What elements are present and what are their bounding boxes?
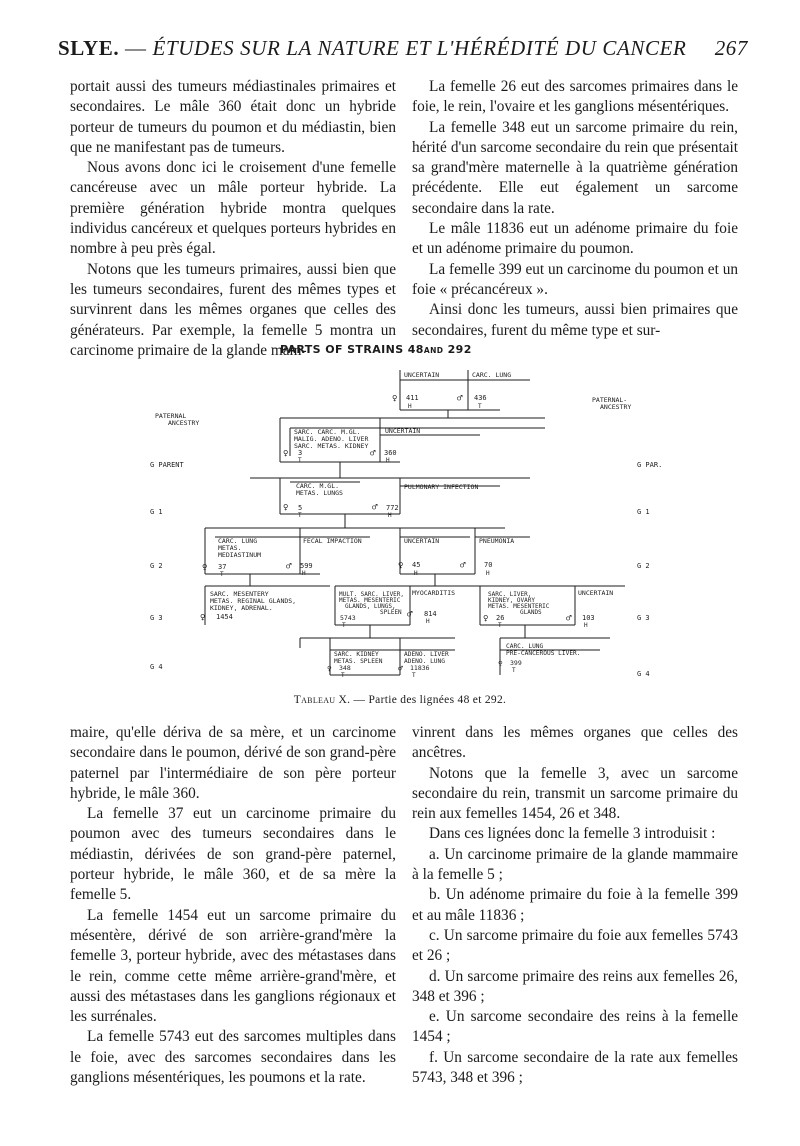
node-label: ADENO. LIVER bbox=[404, 651, 449, 658]
node-label: GLANDS bbox=[520, 609, 542, 616]
paternal-ancestry-right-1: PATERNAL- bbox=[592, 396, 628, 404]
paragraph: Le mâle 11836 eut un adénome primaire du foie et un adénome primaire du poumon. bbox=[412, 220, 738, 258]
gen-label-right: G 3 bbox=[637, 614, 650, 622]
female-symbol: ♀ bbox=[392, 394, 398, 404]
node-label: PNEUMONIA bbox=[479, 537, 515, 545]
node-label: CARC. LUNG bbox=[506, 643, 544, 650]
node-label: CARC. LUNG bbox=[472, 371, 512, 379]
header-title: ÉTUDES SUR LA NATURE ET L'HÉRÉDITÉ DU CANCER bbox=[152, 36, 687, 60]
female-symbol: ♀ bbox=[327, 664, 332, 673]
paragraph: Nous avons donc ici le croisement d'une femelle cancéreuse avec un mâle porteur hybride. La première génération hybride montra quelques individus cancéreux et quelques porteurs hybrides en nombre à peu près égal. bbox=[70, 159, 396, 258]
female-symbol: ♀ bbox=[202, 563, 208, 573]
node-label: SARC. MESENTERY bbox=[210, 590, 269, 598]
caption-label: Tableau X. bbox=[293, 694, 351, 706]
figure-title-and: AND bbox=[423, 346, 444, 355]
gen-label-right: G 4 bbox=[637, 670, 650, 678]
list-item: e. Un sarcome secondaire des reins à la femelle 1454 ; bbox=[412, 1008, 738, 1046]
paragraph: La femelle 37 eut un carcinome primaire du poumon avec des tumeurs secondaires dans le médiastin, dérivées de son grand-père paternel, porteur hybride, le mâle 360, et de sa mère la femelle 5. bbox=[70, 805, 396, 904]
gen-label-right: G PAR. bbox=[637, 461, 663, 469]
node-id: 11836 bbox=[410, 664, 430, 672]
gen-label-left: G PARENT bbox=[150, 461, 184, 469]
gen-label-left: G 3 bbox=[150, 614, 163, 622]
header-dash: — bbox=[125, 36, 147, 60]
paragraph: maire, qu'elle dériva de sa mère, et un carcinome secondaire dans le poumon, dérivé de son grand-père paternel par l'intermédiaire de son père porteur hybride, le mâle 360. bbox=[70, 724, 396, 802]
node-label: METAS. MESENTERIC bbox=[488, 603, 550, 610]
node-code: T bbox=[298, 512, 302, 519]
node-id: 26 bbox=[496, 614, 505, 622]
paternal-ancestry-left-2: ANCESTRY bbox=[168, 419, 200, 427]
node-label: ADENO. LUNG bbox=[404, 658, 445, 665]
node-label: METAS. SPLEEN bbox=[334, 658, 383, 665]
gen-label-left: G 4 bbox=[150, 663, 163, 671]
node-code: H bbox=[414, 570, 418, 577]
node-id: 814 bbox=[424, 610, 437, 618]
node-label: METAS. bbox=[218, 544, 242, 552]
male-symbol: ♂ bbox=[286, 562, 292, 572]
node-label: UNCERTAIN bbox=[385, 427, 421, 435]
node-id: 599 bbox=[300, 562, 313, 570]
node-label: FECAL IMPACTION bbox=[303, 537, 362, 545]
node-label: PRE-CANCEROUS LIVER. bbox=[506, 650, 581, 657]
text-column-bottom-left bbox=[70, 723, 396, 1088]
node-id: 45 bbox=[412, 561, 421, 569]
node-top-pair bbox=[392, 371, 511, 410]
node-code: H bbox=[426, 618, 430, 625]
paragraph: La femelle 348 eut un sarcome primaire du rein, hérité d'un sarcome secondaire du rein que présentait sa grand'mère maternelle à la quatrième génération précédente. Elle eut également un sarcome secondaire dans la rate. bbox=[412, 118, 738, 217]
node-code: H bbox=[486, 570, 490, 577]
node-id: 70 bbox=[484, 561, 493, 569]
node-label: GLANDS, LUNGS, bbox=[345, 603, 396, 610]
node-code: T bbox=[498, 622, 502, 629]
node-label: SARC. KIDNEY bbox=[334, 651, 379, 658]
node-g1 bbox=[283, 482, 478, 519]
node-label: UNCERTAIN bbox=[404, 371, 440, 379]
figure-title-main: PARTS OF STRAINS 48 bbox=[280, 343, 424, 356]
gen-label-right: G 1 bbox=[637, 508, 650, 516]
female-symbol: ♀ bbox=[398, 561, 404, 571]
paragraph: portait aussi des tumeurs médiastinales primaires et secondaires. Le mâle 360 était donc un hybride porteur de tumeurs du poumon et du médiastin, bien que ne manifestant pas de tumeurs. bbox=[70, 78, 396, 156]
node-label: MYOCARDITIS bbox=[412, 589, 456, 597]
node-label: UNCERTAIN bbox=[578, 589, 614, 597]
female-symbol: ♀ bbox=[498, 659, 503, 668]
node-code: T bbox=[478, 403, 482, 410]
node-code: H bbox=[408, 403, 412, 410]
paragraph: La femelle 1454 eut un sarcome primaire du mésentère, dérivé de son arrière-grand'mère la femelle 3, porteur hybride, avec des métastases dans le rein, comme cette même arrière-grand'mère, et aussi des métastases dans les ganglions régionaux et les surrénales. bbox=[70, 906, 396, 1026]
female-symbol: ♀ bbox=[483, 614, 489, 624]
node-id: 1454 bbox=[216, 613, 233, 621]
header-author: SLYE. bbox=[58, 36, 120, 60]
node-id: 5743 bbox=[340, 614, 356, 622]
gen-label-right: G 2 bbox=[637, 562, 650, 570]
node-id: 348 bbox=[339, 664, 351, 672]
male-symbol: ♂ bbox=[566, 614, 572, 624]
female-symbol: ♀ bbox=[200, 613, 206, 623]
paternal-ancestry-left-1: PATERNAL bbox=[155, 412, 187, 420]
paragraph: La femelle 399 eut un carcinome du poumon et un foie « précancéreux ». bbox=[412, 260, 738, 298]
paragraph: Dans ces lignées donc la femelle 3 introduisit : bbox=[429, 825, 716, 843]
node-code: T bbox=[412, 672, 416, 679]
paragraph: Notons que la femelle 3, avec un sarcome secondaire du rein, transmit un sarcome primaire du rein aux femelles 1454, 26 et 348. bbox=[412, 764, 738, 823]
male-symbol: ♂ bbox=[398, 664, 403, 673]
node-label: METAS. LUNGS bbox=[296, 489, 343, 497]
node-label: CARC. LUNG bbox=[218, 537, 258, 545]
node-id: 37 bbox=[218, 563, 227, 571]
paragraph: vinrent dans les mêmes organes que celles des ancêtres. bbox=[412, 724, 738, 762]
paragraph: La femelle 26 eut des sarcomes primaires dans le foie, le rein, l'ovaire et les ganglions mésentériques. bbox=[412, 78, 738, 116]
node-code: H bbox=[388, 512, 392, 519]
node-id: 772 bbox=[386, 504, 399, 512]
list-item: a. Un carcinome primaire de la glande mammaire à la femelle 5 ; bbox=[412, 845, 738, 884]
node-id: 411 bbox=[406, 394, 419, 402]
pedigree-lines bbox=[205, 370, 628, 675]
paragraph: La femelle 5743 eut des sarcomes multiples dans le foie, avec des sarcomes secondaires dans les ganglions mésentériques, les poumons et la rate. bbox=[70, 1028, 396, 1087]
female-symbol: ♀ bbox=[283, 449, 289, 459]
node-label: MEDIASTINUM bbox=[218, 551, 262, 559]
node-id: 360 bbox=[384, 449, 397, 457]
node-g4 bbox=[327, 643, 581, 679]
node-id: 103 bbox=[582, 614, 595, 622]
male-symbol: ♂ bbox=[372, 503, 378, 513]
node-label: KIDNEY, ADRENAL. bbox=[210, 604, 273, 612]
text-column-bottom-right bbox=[412, 723, 738, 1088]
gen-label-left: G 2 bbox=[150, 562, 163, 570]
list-item: c. Un sarcome primaire du foie aux femelles 5743 et 26 ; bbox=[412, 926, 738, 965]
node-label: SPLEEN bbox=[380, 609, 402, 616]
paragraph: Notons que les tumeurs primaires, aussi bien que les tumeurs secondaires, furent des mêmes types et survinrent dans les mêmes organes que celles des générateurs. Par exemple, la femelle 5 montra un carcinome primaire de la glande mam- bbox=[70, 260, 396, 359]
node-code: T bbox=[342, 622, 346, 629]
node-id: 436 bbox=[474, 394, 487, 402]
paternal-ancestry-right-2: ANCESTRY bbox=[600, 403, 632, 411]
node-label: MALIG. ADENO. LIVER bbox=[294, 435, 369, 443]
node-code: T bbox=[298, 457, 302, 464]
node-id: 399 bbox=[510, 659, 522, 667]
node-code: H bbox=[386, 457, 390, 464]
paragraph: Ainsi donc les tumeurs, aussi bien primaires que secondaires, furent du même type et sur- bbox=[412, 301, 738, 339]
node-code: H bbox=[584, 622, 588, 629]
list-item: f. Un sarcome secondaire de la rate aux femelles 5743, 348 et 396 ; bbox=[412, 1048, 738, 1087]
node-label: SARC. CARC. M.GL. bbox=[294, 428, 361, 436]
page-number: 267 bbox=[714, 36, 748, 60]
gen-label-left: G 1 bbox=[150, 508, 163, 516]
node-label: SARC. METAS. KIDNEY bbox=[294, 442, 369, 450]
list-item: b. Un adénome primaire du foie à la femelle 399 et au mâle 11836 ; bbox=[412, 886, 738, 924]
node-g3 bbox=[200, 589, 613, 629]
caption-text: — Partie des lignées 48 et 292. bbox=[353, 694, 507, 706]
node-label: CARC. M.GL. bbox=[296, 482, 340, 490]
male-symbol: ♂ bbox=[370, 449, 376, 459]
node-label: UNCERTAIN bbox=[404, 537, 440, 545]
figure-caption bbox=[0, 694, 800, 706]
node-code: T bbox=[341, 672, 345, 679]
node-label: PULMONARY INFECTION bbox=[404, 483, 479, 491]
figure-title-end: 292 bbox=[447, 343, 472, 356]
node-label: KIDNEY, OVARY bbox=[488, 597, 535, 604]
male-symbol: ♂ bbox=[460, 561, 466, 571]
node-label: MULT. SARC. LIVER, bbox=[339, 591, 405, 598]
female-symbol: ♀ bbox=[283, 503, 289, 513]
node-id: 5 bbox=[298, 504, 303, 512]
node-label: METAS. MESENTERIC bbox=[339, 597, 401, 604]
node-label: METAS. REGINAL GLANDS, bbox=[210, 597, 297, 605]
node-id: 3 bbox=[298, 449, 303, 457]
male-symbol: ♂ bbox=[407, 610, 413, 620]
node-parent-gen bbox=[283, 427, 420, 464]
male-symbol: ♂ bbox=[457, 394, 463, 404]
node-code: H bbox=[302, 570, 306, 577]
node-label: SARC. LIVER, bbox=[488, 591, 532, 598]
list-item: d. Un sarcome primaire des reins aux femelles 26, 348 et 396 ; bbox=[412, 967, 738, 1005]
node-g2 bbox=[202, 537, 514, 578]
node-code: T bbox=[512, 667, 516, 674]
node-code: T bbox=[220, 571, 224, 578]
